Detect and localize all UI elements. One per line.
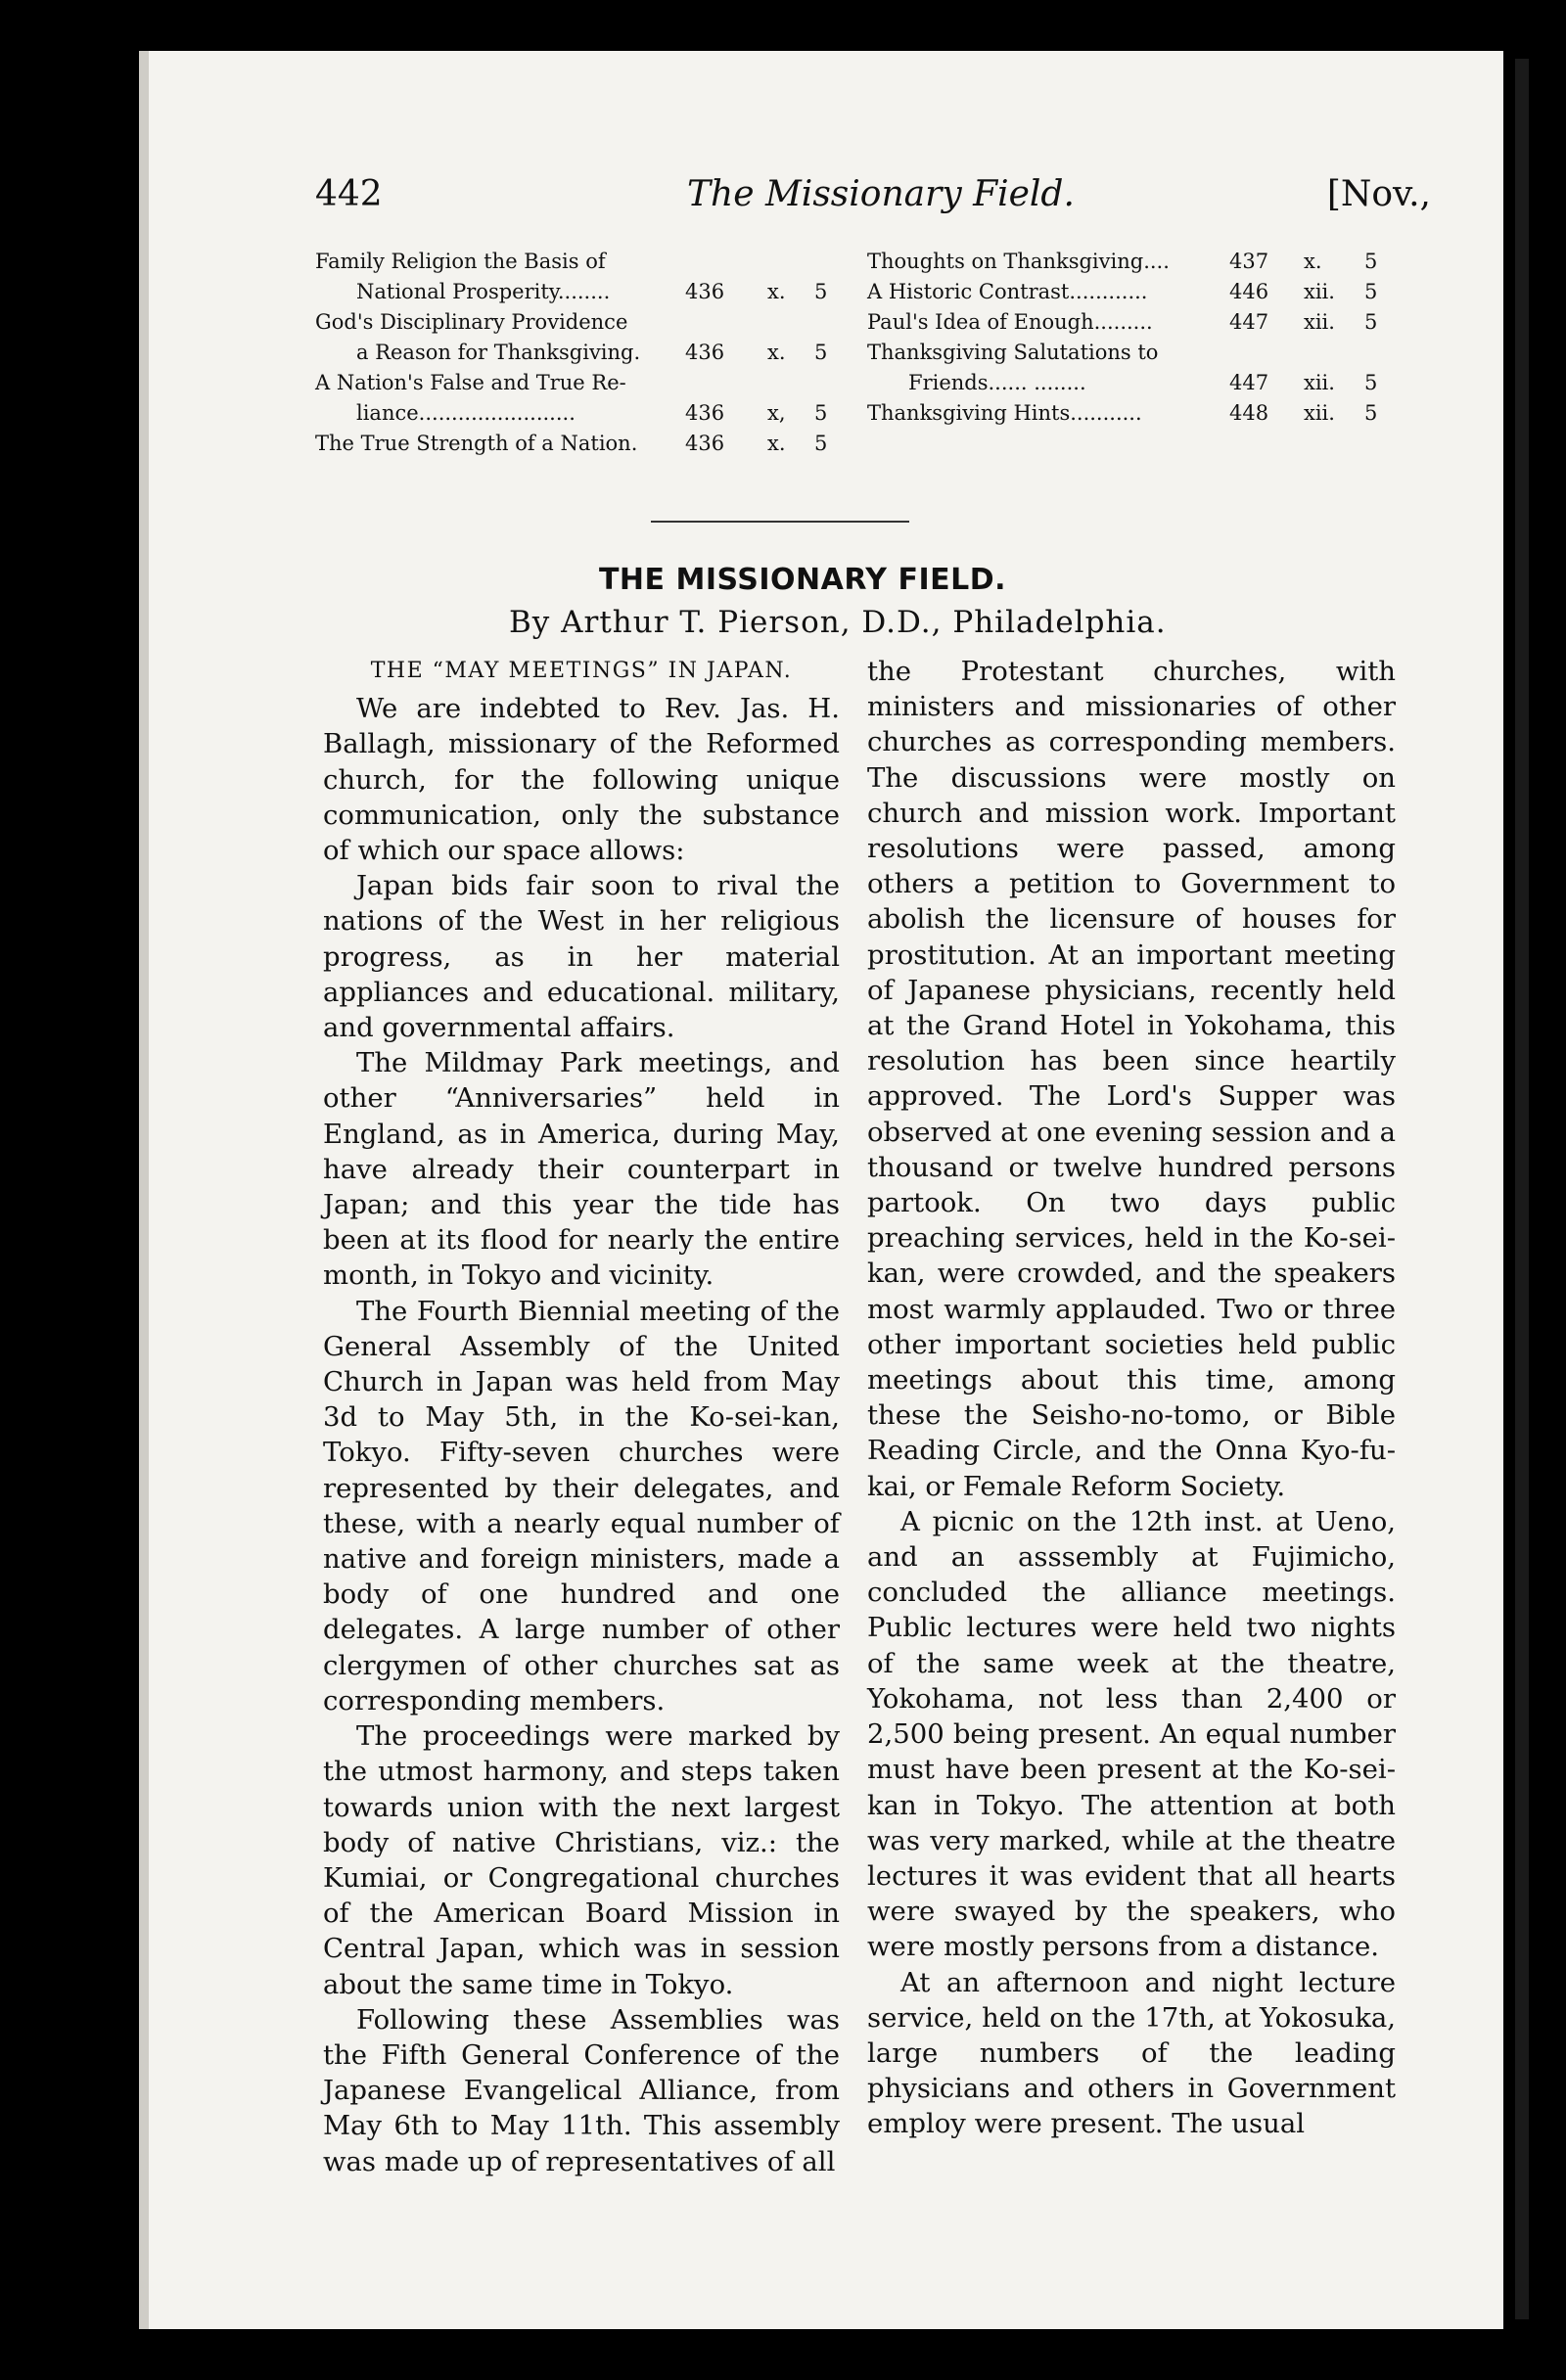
toc-entry-number: 5 [814, 401, 828, 425]
toc-entry-page: 448 [1229, 401, 1269, 425]
paragraph: The proceedings were marked by the utmost harmony, and steps taken towards union with the next largest body of native Christians, viz.: the Kumiai, or Congregational churches of the American Board Mission in Central Japan, which was in session about the same time in Tokyo. [323, 1720, 840, 2000]
toc-entry-volume: x. [767, 280, 786, 303]
toc-entry-page: 447 [1229, 310, 1269, 334]
section-divider [651, 521, 909, 523]
page-number: 442 [315, 174, 383, 214]
section-subhead: THE “MAY MEETINGS” IN JAPAN. [370, 659, 793, 683]
paragraph: The Mildmay Park meetings, and other “Anniversaries” held in England, as in America, during May, have already their counterpart in Japan; and this year the tide has been at its flood for nearly the entire month, in Tokyo and vicinity. [323, 1047, 840, 1292]
toc-entry-page: 436 [685, 341, 725, 364]
toc-entry [867, 338, 1386, 368]
toc-entry [867, 277, 1386, 307]
running-title: The Missionary Field. [687, 174, 1075, 214]
toc-entry [867, 398, 1386, 429]
toc-entry-number: 5 [814, 432, 828, 455]
toc-entry-title: liance........................ [356, 401, 576, 425]
toc-entry-number: 5 [1364, 250, 1378, 273]
toc-entry [315, 368, 844, 398]
toc-entry [315, 398, 844, 429]
scan-border [1503, 0, 1566, 2380]
toc-entry [315, 429, 844, 459]
page-header [315, 174, 1431, 233]
page-gutter [139, 51, 149, 2329]
toc-entry [867, 307, 1386, 338]
toc-entry-number: 5 [1364, 310, 1378, 334]
toc-entry-page: 437 [1229, 250, 1269, 273]
toc-entry-volume: xii. [1304, 280, 1335, 303]
toc-entry-title: A Historic Contrast............ [867, 280, 1148, 303]
toc-entry-volume: xii. [1304, 401, 1335, 425]
toc-entry-title: a Reason for Thanksgiving. [356, 341, 641, 364]
paragraph: the Protestant churches, with ministers and missionaries of other churches as corresponding members. The discussions were mostly on church and mission work. Important resolutions were passed, among others a petition to Government to abolish the licensure of houses for prostitution. At an important meeting of Japanese physicians, recently held at the Grand Hotel in Yokohama, this resolution has been since heartily approved. The Lord's Supper was observed at one evening session and a thousand or twelve hundred persons partook. On two days public preaching services, held in the Ko-sei-kan, were crowded, and the speakers most warmly applauded. Two or three other important societies held public meetings about this time, among these the Seisho-no-tomo, or Bible Reading Circle, and the Onna Kyo-fu-kai, or Female Reform Society. [867, 656, 1396, 1502]
toc-entry-title: Thoughts on Thanksgiving.... [867, 250, 1170, 273]
toc-entry-title: Thanksgiving Salutations to [867, 341, 1159, 364]
toc-entry-title: The True Strength of a Nation. [315, 432, 638, 455]
toc-entry-number: 5 [1364, 371, 1378, 394]
toc-entry [315, 277, 844, 307]
toc-entry-title: A Nation's False and True Re- [315, 371, 626, 394]
toc-entry-volume: x. [767, 341, 786, 364]
toc-entry-number: 5 [1364, 280, 1378, 303]
article-column-left [323, 654, 840, 2179]
toc-entry-volume: x, [767, 401, 786, 425]
issue-month: [Nov., [1326, 174, 1431, 214]
toc-entry [315, 307, 844, 338]
toc-entry-title: Paul's Idea of Enough......... [867, 310, 1153, 334]
toc-entry-number: 5 [814, 341, 828, 364]
paragraph: A picnic on the 12th inst. at Ueno, and an asssembly at Fujimicho, concluded the alliance meetings. Public lectures were held two nights of the same week at the theatre, Yokohama, not less than 2,400 or 2,500 being present. An equal number must have been present at the Ko-sei-kan in Tokyo. The attention at both was very marked, while at the theatre lectures it was evident that all hearts were swayed by the speakers, who were mostly persons from a distance. [867, 1505, 1396, 1963]
toc-entry-title: God's Disciplinary Providence [315, 310, 628, 334]
toc-entry-page: 447 [1229, 371, 1269, 394]
toc-entry-number: 5 [1364, 401, 1378, 425]
toc-entry-number: 5 [814, 280, 828, 303]
toc-entry-volume: xii. [1304, 310, 1335, 334]
toc-entry-title: National Prosperity........ [356, 280, 611, 303]
toc-entry-page: 446 [1229, 280, 1269, 303]
toc-entry-title: Friends...... ........ [908, 371, 1086, 394]
toc-entry-volume: x. [767, 432, 786, 455]
toc-entry-page: 436 [685, 280, 725, 303]
toc-entry [315, 247, 844, 277]
paragraph: Following these Assemblies was the Fifth General Conference of the Japanese Evangelical Alliance, from May 6th to May 11th. This assembly was made up of representatives of all [323, 2003, 840, 2177]
article-title: THE MISSIONARY FIELD. [598, 563, 1007, 597]
toc-entry [315, 338, 844, 368]
toc-entry-title: Thanksgiving Hints........... [867, 401, 1142, 425]
paragraph: At an afternoon and night lecture service, held on the 17th, at Yokosuka, large numbers of the leading physicians and others in Government employ were present. The usual [867, 1966, 1396, 2140]
paragraph: We are indebted to Rev. Jas. H. Ballagh, missionary of the Reformed church, for the following unique communication, only the substance of which our space allows: [323, 693, 840, 867]
toc-entry [867, 247, 1386, 277]
toc-entry-volume: xii. [1304, 371, 1335, 394]
toc-entry [867, 368, 1386, 398]
paragraph: Japan bids fair soon to rival the nations of the West in her religious progress, as in her material appliances and educational. military, and governmental affairs. [323, 870, 840, 1044]
paragraph: The Fourth Biennial meeting of the General Assembly of the United Church in Japan was held from May 3d to May 5th, in the Ko-sei-kan, Tokyo. Fifty-seven churches were represented by their delegates, and these, with a nearly equal number of native and foreign ministers, made a body of one hundred and one delegates. A large number of other clergymen of other churches sat as corresponding members. [323, 1295, 840, 1716]
article-byline: By Arthur T. Pierson, D.D., Philadelphia. [509, 605, 1167, 640]
toc-entry-page: 436 [685, 401, 725, 425]
toc-entry-volume: x. [1304, 250, 1322, 273]
toc-right-column [867, 247, 1386, 429]
toc-entry-page: 436 [685, 432, 725, 455]
toc-left-column [315, 247, 844, 459]
next-page-edge [1515, 59, 1529, 2319]
article-column-right [867, 654, 1396, 2142]
toc-entry-title: Family Religion the Basis of [315, 250, 606, 273]
